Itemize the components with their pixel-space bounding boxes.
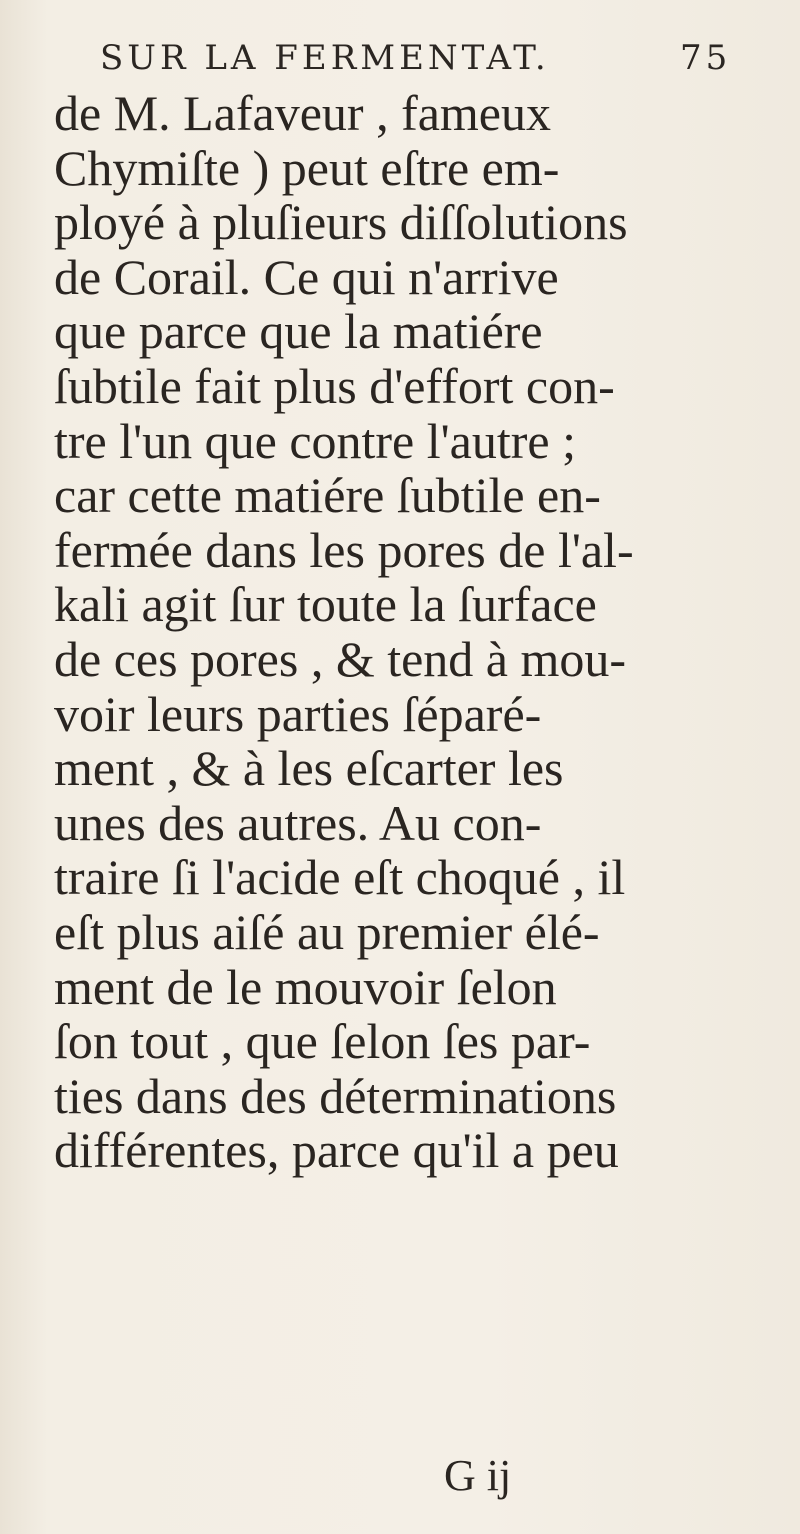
running-head-title: SUR LA FERMENTAT. — [100, 38, 550, 78]
text-line: de M. Lafaveur , fameux — [54, 85, 551, 141]
body-text — [54, 86, 764, 1178]
text-line: kali agit ſur toute la ſurface — [54, 576, 597, 633]
text-line: ment de le mouvoir ſelon — [54, 958, 557, 1015]
running-head — [100, 38, 740, 78]
text-line: ſon tout , que ſelon ſes par- — [54, 1013, 591, 1070]
text-line: fermée dans les pores de l'al- — [54, 521, 634, 578]
text-line: tre l'un que contre l'autre ; — [54, 412, 576, 469]
page-number: 75 — [680, 38, 732, 78]
text-line: voir leurs parties ſéparé- — [54, 685, 542, 742]
text-line: que parce que la matiére — [54, 303, 543, 360]
text-line: Chymiſte ) peut eſtre em- — [54, 139, 560, 196]
text-line: unes des autres. Au con- — [54, 794, 542, 851]
text-line: de ces pores , & tend à mou- — [54, 630, 627, 687]
text-line: ment , & à les eſcarter les — [54, 740, 564, 797]
text-line: ployé à pluſieurs diſſolutions — [54, 194, 628, 251]
text-line: car cette matiére ſubtile en- — [54, 467, 601, 524]
text-line: différentes, parce qu'il a peu — [54, 1122, 619, 1179]
text-line: eſt plus aiſé au premier élé- — [54, 903, 600, 960]
signature-mark: G ij — [444, 1451, 512, 1500]
text-line: ſubtile fait plus d'effort con- — [54, 357, 615, 414]
text-line: de Corail. Ce qui n'arrive — [54, 248, 559, 305]
text-line: traire ſi l'acide eſt choqué , il — [54, 849, 626, 906]
text-line: ties dans des déterminations — [54, 1067, 617, 1124]
